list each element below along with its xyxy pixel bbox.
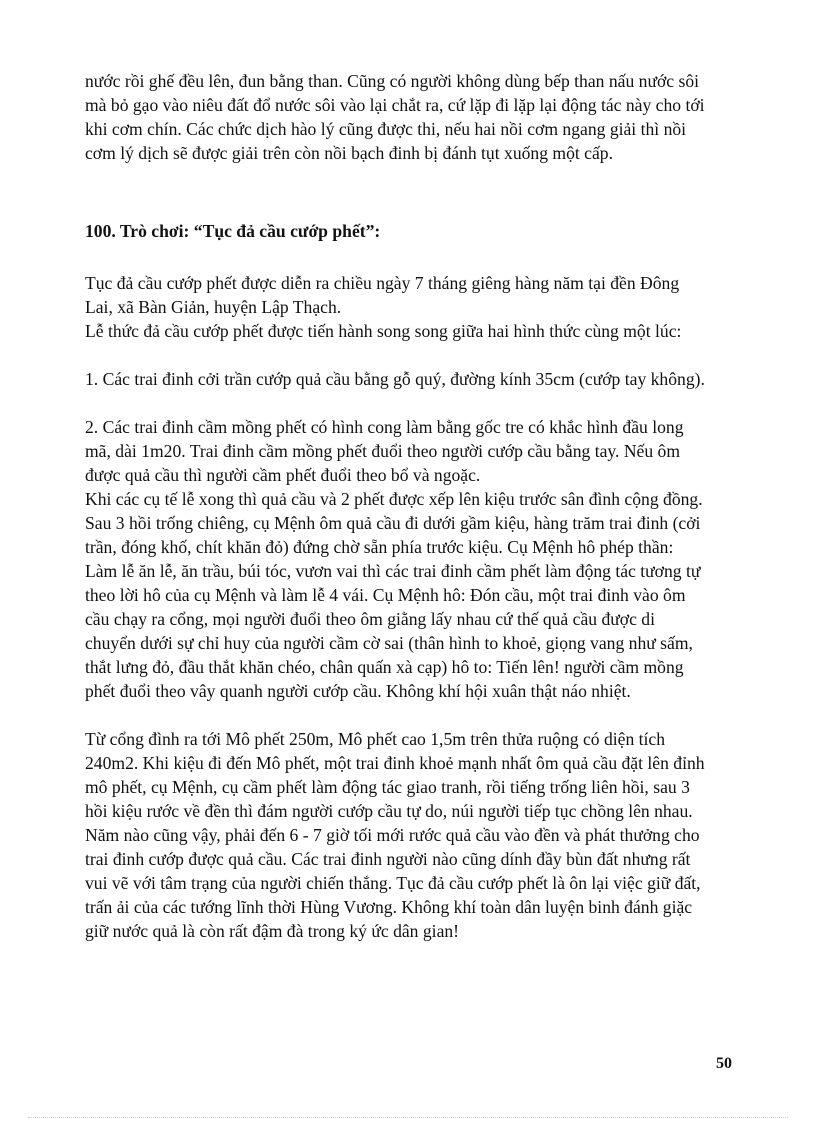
section-paragraph-1 (85, 271, 745, 343)
text-line: Làm lễ ăn lễ, ăn trầu, búi tóc, vươn vai thì các trai đinh cầm phết làm động tác tương tự (85, 561, 701, 581)
text-line: trần, đóng khố, chít khăn đỏ) đứng chờ sẵn phía trước kiệu. Cụ Mệnh hô phép thần: (85, 537, 674, 557)
text-line: Từ cổng đình ra tới Mô phết 250m, Mô phết cao 1,5m trên thửa ruộng có diện tích (85, 729, 666, 749)
list-item-2 (85, 415, 745, 703)
text-line: mà bỏ gạo vào niêu đất đổ nước sôi vào lại chắt ra, cứ lặp đi lặp lại động tác này cho tới (85, 95, 705, 115)
text-line: được quả cầu thì người cầm phết đuổi theo bổ và ngoặc. (85, 465, 481, 485)
spacer (85, 703, 745, 727)
text-line: Lễ thức đả cầu cướp phết được tiến hành song song giữa hai hình thức cùng một lúc: (85, 321, 682, 341)
text-line: 240m2. Khi kiệu đi đến Mô phết, một trai đinh khoẻ mạnh nhất ôm quả cầu đặt lên đỉnh (85, 753, 705, 773)
text-line: thắt lưng đỏ, đầu thắt khăn chéo, chân quấn xà cạp) hô to: Tiến lên! người cầm mồng (85, 657, 684, 677)
text-line: hồi kiệu rước về đền thì đám người cướp cầu tự do, núi người tiếp tục chồng lên nhau. (85, 801, 693, 821)
page-number: 50 (716, 1055, 732, 1072)
text-line: chuyển dưới sự chỉ huy của người cầm cờ sai (thân hình to khoẻ, giọng vang như sấm, (85, 633, 693, 653)
text-line: theo lời hô của cụ Mệnh và làm lễ 4 vái. Cụ Mệnh hô: Đón cầu, một trai đinh vào ôm (85, 585, 686, 605)
section-heading: 100. Trò chơi: “Tục đả cầu cướp phết”: (85, 221, 381, 241)
text-line: 2. Các trai đinh cầm mồng phết có hình cong làm bằng gốc tre có khắc hình đầu long (85, 417, 684, 437)
text-line: Lai, xã Bàn Giản, huyện Lập Thạch. (85, 297, 342, 317)
list-item-1 (85, 367, 745, 391)
text-line: khi cơm chín. Các chức dịch hào lý cũng được thi, nếu hai nồi cơm ngang giải thì nồi (85, 119, 687, 139)
text-line: Khi các cụ tế lễ xong thì quả cầu và 2 phết được xếp lên kiệu trước sân đình cộng đồng. (85, 489, 703, 509)
spacer (85, 391, 745, 415)
page-content (85, 69, 745, 943)
text-line: nước rồi ghế đều lên, đun bằng than. Cũng có người không dùng bếp than nấu nước sôi (85, 71, 700, 91)
text-line: phết đuổi theo vây quanh người cướp cầu. Không khí hội xuân thật náo nhiệt. (85, 681, 631, 701)
spacer (85, 343, 745, 367)
text-line: Năm nào cũng vậy, phải đến 6 - 7 giờ tối mới rước quả cầu vào đền và phát thưởng cho (85, 825, 700, 845)
text-line: cầu chạy ra cổng, mọi người đuổi theo ôm giằng lấy nhau cứ thế quả cầu được di (85, 609, 655, 629)
text-line: giữ nước quả là còn rất đậm đà trong ký ức dân gian! (85, 921, 460, 941)
text-line: mã, dài 1m20. Trai đinh cầm mồng phết đuổi theo người cướp cầu bằng tay. Nếu ôm (85, 441, 681, 461)
text-line: mô phết, cụ Mệnh, cụ cầm phết làm động tác giao tranh, rồi tiếng trống liên hồi, sau 3 (85, 777, 690, 797)
text-line: Tục đả cầu cướp phết được diễn ra chiều ngày 7 tháng giêng hàng năm tại đền Đông (85, 273, 680, 293)
intro-paragraph (85, 69, 745, 165)
text-line: cơm lý dịch sẽ được giải trên còn nồi bạch đinh bị đánh tụt xuống một cấp. (85, 143, 613, 163)
spacer (85, 243, 745, 271)
text-line: vui vẽ với tâm trạng của người chiến thắng. Tục đả cầu cướp phết là ôn lại việc giữ đất, (85, 873, 701, 893)
section-paragraph-2 (85, 727, 745, 943)
text-line: trai đinh cướp được quả cầu. Các trai đinh người nào cũng dính đầy bùn đất nhưng rất (85, 849, 691, 869)
text-line: trấn ải của các tướng lĩnh thời Hùng Vương. Không khí toàn dân luyện binh đánh giặc (85, 897, 693, 917)
bottom-divider (28, 1117, 788, 1118)
text-line: 1. Các trai đinh cởi trần cướp quả cầu bằng gỗ quý, đường kính 35cm (cướp tay không). (85, 369, 705, 389)
spacer (85, 165, 745, 219)
text-line: Sau 3 hồi trống chiêng, cụ Mệnh ôm quả cầu đi dưới gầm kiệu, hàng trăm trai đinh (cởi (85, 513, 701, 533)
